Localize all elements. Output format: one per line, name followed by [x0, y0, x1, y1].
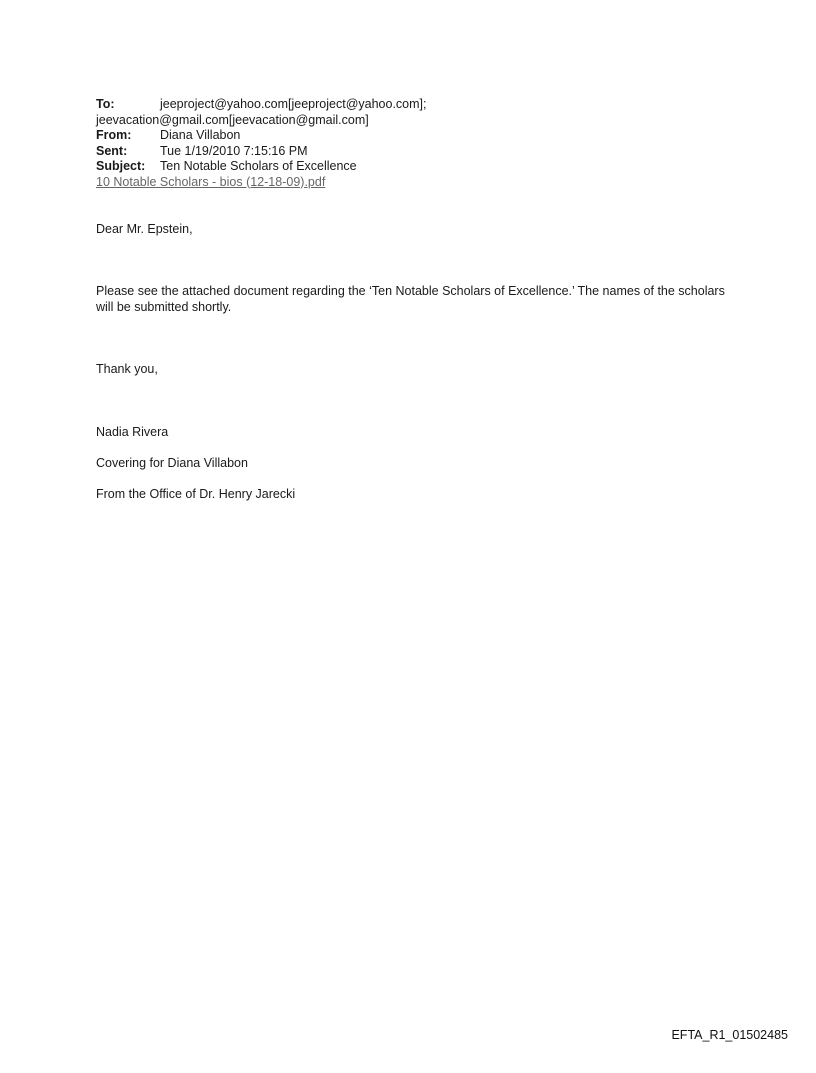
- to-value-line2: jeevacation@gmail.com[jeevacation@gmail.com]: [96, 112, 369, 127]
- subject-value: Ten Notable Scholars of Excellence: [160, 159, 357, 173]
- from-row: [96, 128, 736, 144]
- attachment-link[interactable]: 10 Notable Scholars - bios (12-18-09).pdf: [96, 174, 326, 189]
- body-paragraph: Please see the attached document regarding the ‘Ten Notable Scholars of Excellence.’ The names of the scholars will be submitted shortly.: [96, 284, 725, 314]
- from-value: Diana Villabon: [160, 128, 241, 142]
- subject-label: Subject:: [96, 159, 146, 173]
- attachment-row: [96, 175, 736, 191]
- document-id: EFTA_R1_01502485: [671, 1028, 788, 1042]
- sent-value: Tue 1/19/2010 7:15:16 PM: [160, 143, 308, 158]
- to-label: To:: [96, 97, 115, 111]
- to-value-line1: jeeproject@yahoo.com[jeeproject@yahoo.com];: [160, 97, 427, 111]
- signature-name: Nadia Rivera: [96, 425, 169, 439]
- signature-covering: Covering for Diana Villabon: [96, 456, 248, 470]
- greeting: Dear Mr. Epstein,: [96, 222, 193, 236]
- subject-row: [96, 159, 736, 175]
- sent-label: Sent:: [96, 143, 128, 158]
- email-header: [96, 97, 736, 190]
- from-label: From:: [96, 128, 132, 142]
- closing: Thank you,: [96, 362, 158, 376]
- signature-office: From the Office of Dr. Henry Jarecki: [96, 487, 296, 501]
- to-row-continued: [96, 113, 736, 129]
- sent-row: [96, 144, 736, 160]
- to-row: [96, 97, 736, 113]
